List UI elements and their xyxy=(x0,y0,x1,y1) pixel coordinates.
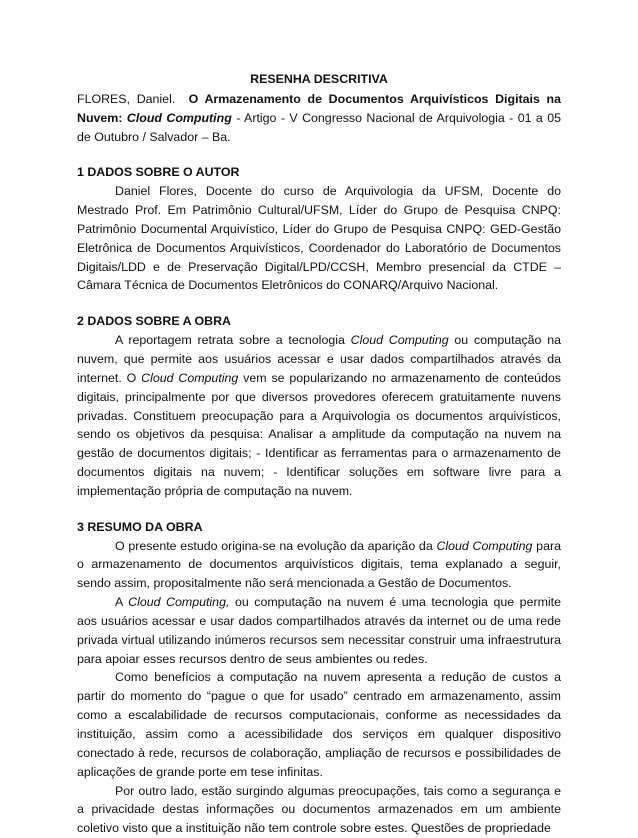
emphasis-cloud-computing: Cloud Computing xyxy=(350,333,449,348)
section-3-paragraph-4: Por outro lado, estão surgindo algumas preocupações, tais como a segurança e a privacidade destas informações ou documentos armazenados em um ambiente coletivo visto que a instituição não tem controle sobre estes. Questões de propriedade xyxy=(77,783,561,836)
citation-work-subtitle: Cloud Computing xyxy=(126,110,232,125)
section-3-heading: 3 RESUMO DA OBRA xyxy=(77,519,203,534)
emphasis-cloud-computing: Cloud Computing, xyxy=(128,595,230,610)
text-run: para o armazenamento de documentos arquivísticos digitais, tema explanado a seguir, sendo assim, propositalmente não será mencionada a Gestão de Documentos. xyxy=(77,538,561,591)
section-3-paragraph-1 xyxy=(77,537,561,594)
citation-details: - Artigo - V Congresso Nacional de Arquivologia - 01 a 05 de Outubro / Salvador – Ba. xyxy=(77,110,562,144)
section-1-heading: 1 DADOS SOBRE O AUTOR xyxy=(77,165,240,180)
section-2-paragraph xyxy=(77,331,561,501)
section-2-heading: 2 DADOS SOBRE A OBRA xyxy=(77,314,231,329)
section-3-paragraph-3: Como benefícios a computação na nuvem apresenta a redução de custos a partir do momento do “pague o que for usado” centrado em armazenamento, assim como a escalabilidade de recursos computacionais, conforme as necessidades da instituição, assim como a acessibilidade dos serviços em qualquer dispositivo conectado à rede, recursos de colaboração, ampliação de recursos e possibilidades de aplicações de grande porte em tese infinitas. xyxy=(77,670,561,779)
text-run: A reportagem retrata sobre a tecnologia xyxy=(115,333,351,348)
emphasis-cloud-computing: Cloud Computing xyxy=(436,538,533,553)
document-page xyxy=(77,70,561,838)
citation-author: FLORES, Daniel. xyxy=(77,91,176,106)
document-title: RESENHA DESCRITIVA xyxy=(250,72,388,86)
text-run: ou computação na nuvem, que permite aos usuários acessar e usar dados compartilhados através da internet. O xyxy=(77,333,561,385)
section-3-paragraph-2 xyxy=(77,593,561,668)
citation xyxy=(77,90,561,147)
text-run: ou computação na nuvem é uma tecnologia que permite aos usuários acessar e usar dados compartilhados através da internet ou de uma rede privada virtual utilizando inúmeros recursos sem necessitar construir uma infraestrutura para apoiar esses recursos dentro de seus ambientes ou redes. xyxy=(77,595,561,666)
section-1-paragraph: Daniel Flores, Docente do curso de Arquivologia da UFSM, Docente do Mestrado Prof. Em Patrimônio Cultural/UFSM, Líder do Grupo de Pesquisa CNPQ: Patrimônio Documental Arquivístico, Líder do Grupo de Pesquisa CNPQ: GED-Gestão Eletrônica de Documentos Arquivísticos, Coordenador do Laboratório de Documentos Digitais/LDD e de Preservação Digital/LPD/CCSH, Membro presencial da CTDE – Câmara Técnica de Documentos Eletrônicos do CONARQ/Arquivo Nacional. xyxy=(77,184,561,293)
emphasis-cloud-computing: Cloud Computing xyxy=(141,370,239,385)
text-run: O presente estudo origina-se na evolução da aparição da xyxy=(115,538,437,553)
citation-work-title: O Armazenamento de Documentos Arquivísticos Digitais na Nuvem: xyxy=(77,91,561,125)
text-run: vem se popularizando no armazenamento de conteúdos digitais, principalmente por que diversos provedores oferecem gratuitamente nuvens privadas. Constituem preocupação para a Arquivologia os documentos arquivísticos, sendo os objetivos da pesquisa: Analisar a amplitude da computação na nuvem na gestão de documentos digitais; - Identificar as ferramentas para o armazenamento de documentos digitais na nuvem; - Identificar soluções em software livre para a implementação própria de computação na nuvem. xyxy=(77,370,561,498)
text-run: A xyxy=(115,595,129,610)
